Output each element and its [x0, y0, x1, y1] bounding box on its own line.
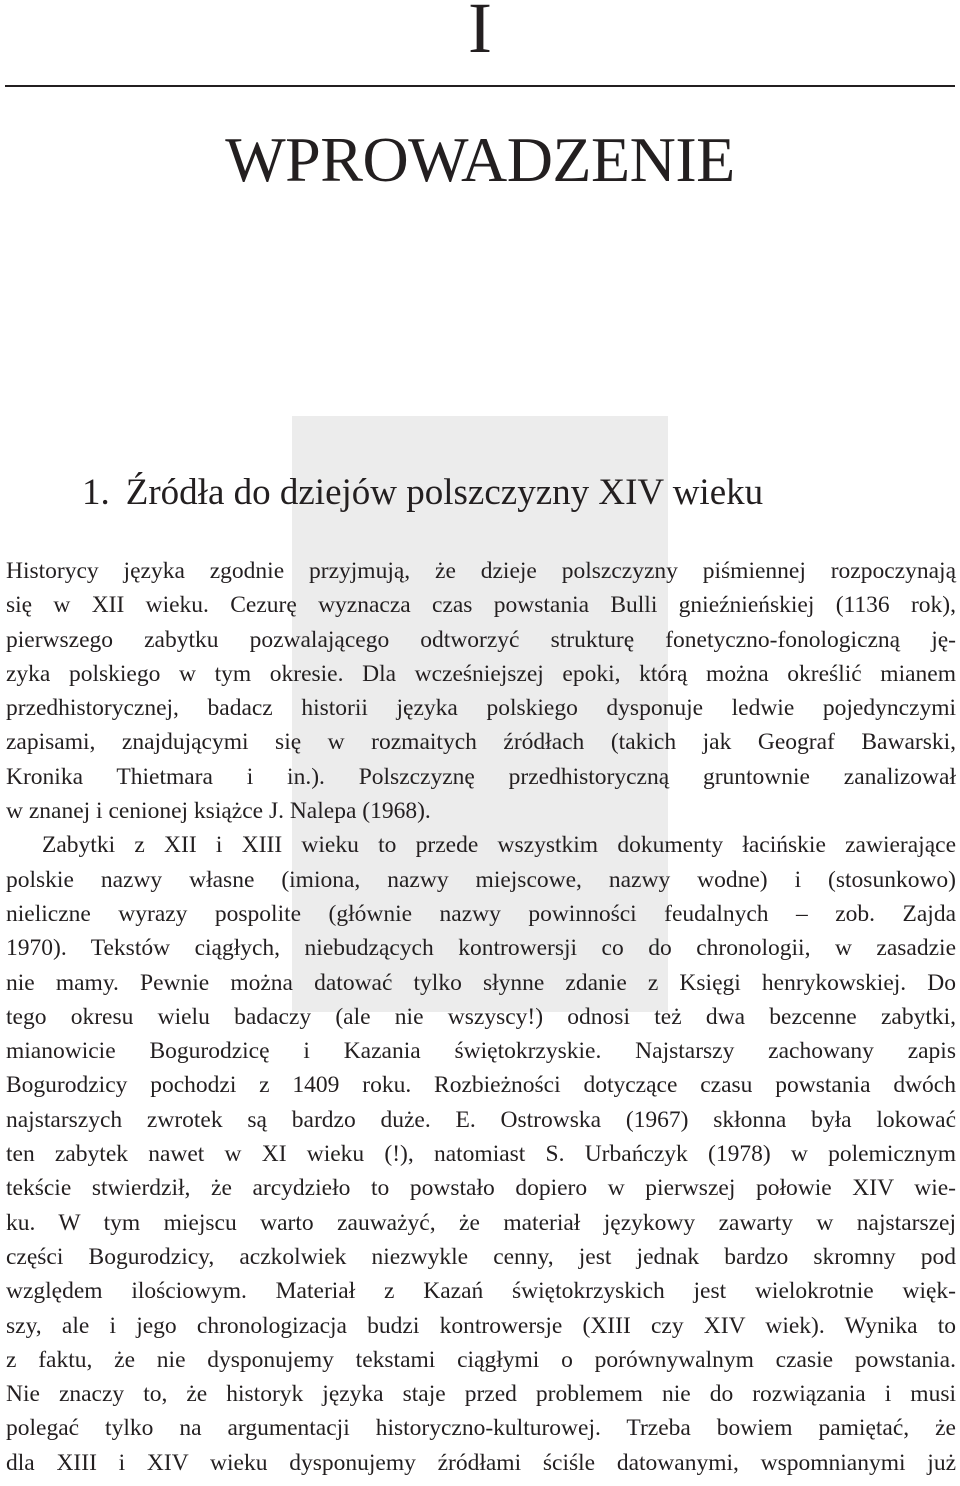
chapter-number: I [468, 0, 492, 68]
text-line: zyka polskiego w tym okresie. Dla wcześniejszej epoki, którą można określić mianem [6, 660, 956, 687]
text-line: polegać tylko na argumentacji historyczno-kulturowej. Trzeba bowiem pamiętać, że [6, 1415, 956, 1442]
section-title: Źródła do dziejów polszczyzny XIV wieku [125, 472, 764, 513]
text-line: się w XII wieku. Cezurę wyznacza czas powstania Bulli gnieźnieńskiej (1136 rok), [6, 592, 956, 619]
text-line: w znanej i cenionej książce J. Nalepa (1968). [6, 798, 431, 825]
text-line: Zabytki z XII i XIII wieku to przede wszystkim dokumenty łacińskie zawierające [42, 832, 956, 859]
text-line: szy, ale i jego chronologizacja budzi kontrowersje (XIII czy XIV wiek). Wynika to [6, 1312, 956, 1339]
text-line: nieliczne wyrazy pospolite (głównie nazwy powinności feudalnych – zob. Zajda [6, 900, 956, 927]
text-line: Historycy języka zgodnie przyjmują, że dzieje polszczyzny piśmiennej rozpoczynają [6, 558, 956, 584]
chapter-title: WPROWADZENIE [225, 124, 735, 195]
text-line: 1970). Tekstów ciągłych, niebudzących kontrowersji co do chronologii, w zasadzie [6, 935, 956, 962]
body-text [6, 554, 956, 1480]
chapter-divider [5, 85, 955, 87]
text-line: ku. W tym miejscu warto zauważyć, że materiał językowy zawarty w najstarszej [6, 1209, 956, 1236]
text-line: tego okresu wielu badaczy (ale nie wszyscy!) odnosi też dwa bezcenne zabytki, [6, 1003, 956, 1030]
text-line: z faktu, że nie dysponujemy tekstami ciągłymi o porównywalnym czasie powstania. [6, 1346, 956, 1373]
text-line: nie mamy. Pewnie można datować tylko słynne zdanie z Księgi henrykowskiej. Do [6, 969, 956, 996]
text-line: Bogurodzicy pochodzi z 1409 roku. Rozbieżności dotyczące czasu powstania dwóch [6, 1072, 956, 1099]
text-line: Kronika Thietmara i in.). Polszczyznę przedhistoryczną gruntownie zanalizował [6, 763, 956, 790]
text-line: względem ilościowym. Materiał z Kazań świętokrzyskich jest wielokrotnie więk- [6, 1278, 956, 1305]
text-line: mianowicie Bogurodzicę i Kazania świętokrzyskie. Najstarszy zachowany zapis [6, 1038, 956, 1065]
text-line: tekście stwierdził, że arcydzieło to powstało dopiero w pierwszej połowie XIV wie- [6, 1175, 956, 1202]
text-line: najstarszych zwrotek są bardzo duże. E. Ostrowska (1967) skłonna była lokować [6, 1106, 956, 1133]
section-number: 1. [82, 472, 110, 513]
text-line: dla XIII i XIV wieku dysponujemy źródłami ściśle datowanymi, wspomnianymi już [6, 1449, 956, 1476]
text-line: polskie nazwy własne (imiona, nazwy miejscowe, nazwy wodne) i (stosunkowo) [6, 866, 956, 893]
section-heading [82, 474, 763, 511]
text-line: części Bogurodzicy, aczkolwiek niezwykle cenny, jest jednak bardzo skromny pod [6, 1243, 956, 1270]
text-line: Nie znaczy to, że historyk języka staje przed problemem nie do rozwiązania i musi [6, 1381, 956, 1408]
text-line: ten zabytek nawet w XI wieku (!), natomiast S. Urbańczyk (1978) w polemicznym [6, 1141, 956, 1168]
text-line: zapisami, znajdującymi się w rozmaitych źródłach (takich jak Geograf Bawarski, [6, 729, 956, 756]
text-line: przedhistorycznej, badacz historii języka polskiego dysponuje ledwie pojedynczymi [6, 695, 956, 722]
text-line: pierwszego zabytku pozwalającego odtworzyć strukturę fonetyczno-fonologiczną ję- [6, 626, 956, 653]
